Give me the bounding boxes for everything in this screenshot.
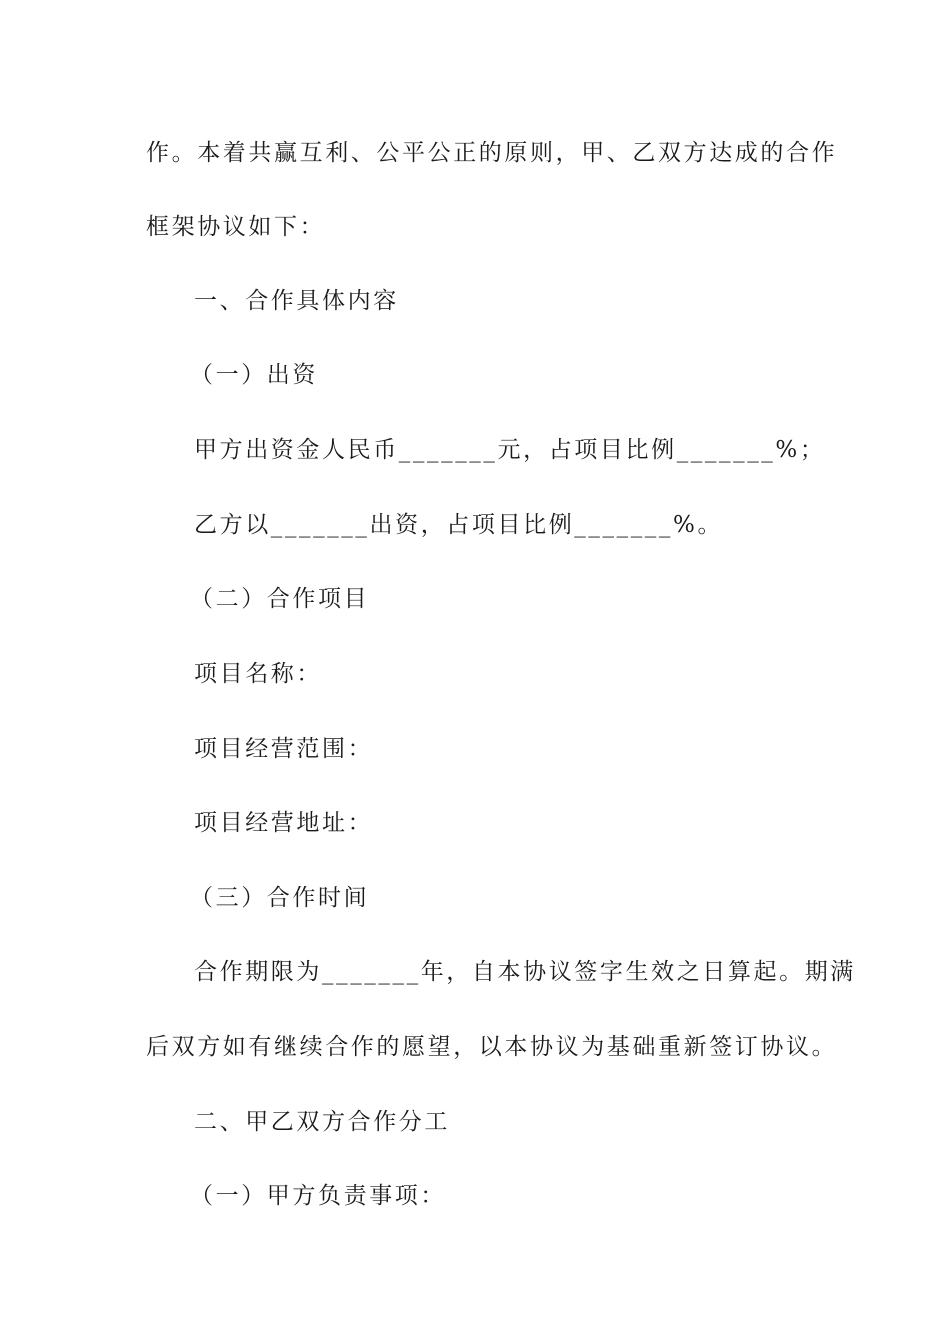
- subsection-heading: （一）出资: [190, 362, 318, 388]
- paragraph-line: 框架协议如下：: [146, 214, 326, 240]
- paragraph-line: 合作期限为_______年，自本协议签字生效之日算起。期满: [194, 959, 856, 985]
- subsection-heading: （一）甲方负责事项：: [190, 1183, 446, 1209]
- field-label: 项目经营地址：: [194, 810, 374, 836]
- paragraph-line: 乙方以_______出资，占项目比例_______%。: [194, 512, 724, 538]
- subsection-heading: （二）合作项目: [190, 586, 370, 612]
- field-label: 项目经营范围：: [194, 736, 374, 762]
- field-label: 项目名称：: [194, 661, 322, 687]
- section-heading: 二、甲乙双方合作分工: [194, 1109, 450, 1135]
- paragraph-line: 作。本着共赢互利、公平公正的原则，甲、乙双方达成的合作: [146, 140, 838, 166]
- subsection-heading: （三）合作时间: [190, 885, 370, 911]
- section-heading: 一、合作具体内容: [194, 288, 399, 314]
- paragraph-line: 后双方如有继续合作的愿望，以本协议为基础重新签订协议。: [146, 1034, 838, 1060]
- paragraph-line: 甲方出资金人民币_______元，占项目比例_______%；: [194, 437, 826, 463]
